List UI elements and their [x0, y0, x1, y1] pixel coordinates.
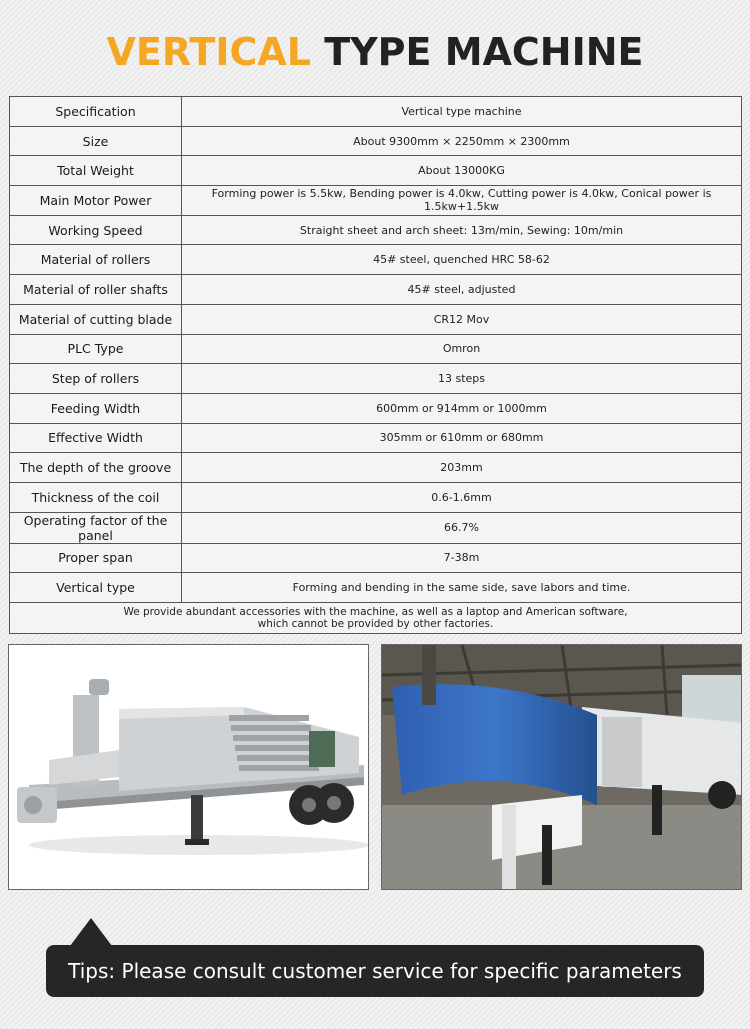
spec-row: [10, 543, 742, 573]
machine-photo-right: [381, 644, 742, 890]
spec-note-cell: [10, 603, 742, 634]
spec-row: [10, 334, 742, 364]
spec-label: Size: [10, 126, 182, 156]
spec-row: [10, 512, 742, 543]
spec-row: [10, 126, 742, 156]
spec-label: Operating factor of the panel: [10, 512, 182, 543]
tips-banner: [46, 945, 704, 997]
spec-value: 7-38m: [182, 543, 742, 573]
spec-note-line1: We provide abundant accessories with the machine, as well as a laptop and American software,: [123, 606, 628, 618]
spec-table: [9, 96, 742, 634]
spec-row: [10, 215, 742, 245]
spec-label: Specification: [10, 97, 182, 127]
spec-row: [10, 573, 742, 603]
spec-row: [10, 364, 742, 394]
page-title: [0, 30, 750, 74]
spec-value: About 9300mm × 2250mm × 2300mm: [182, 126, 742, 156]
tips-text: Tips: Please consult customer service for specific parameters: [68, 959, 682, 983]
tips-pointer: [70, 918, 112, 946]
spec-row: [10, 304, 742, 334]
spec-label: PLC Type: [10, 334, 182, 364]
spec-value: 203mm: [182, 453, 742, 483]
spec-row: [10, 393, 742, 423]
spec-value: Forming power is 5.5kw, Bending power is 4.0kw, Cutting power is 4.0kw, Conical power is 1.5kw+1.5kw: [182, 186, 742, 216]
machine-illustration-left: [9, 645, 369, 890]
spec-label: Total Weight: [10, 156, 182, 186]
spec-label: Effective Width: [10, 423, 182, 453]
spec-value: 45# steel, adjusted: [182, 275, 742, 305]
spec-row: [10, 453, 742, 483]
spec-row: [10, 482, 742, 512]
spec-value: About 13000KG: [182, 156, 742, 186]
spec-value: 66.7%: [182, 512, 742, 543]
spec-row: [10, 245, 742, 275]
spec-label: The depth of the groove: [10, 453, 182, 483]
spec-value: 45# steel, quenched HRC 58-62: [182, 245, 742, 275]
spec-row: [10, 186, 742, 216]
spec-row: [10, 156, 742, 186]
spec-row: [10, 97, 742, 127]
spec-label: Step of rollers: [10, 364, 182, 394]
spec-note-row: [10, 603, 742, 634]
spec-label: Thickness of the coil: [10, 482, 182, 512]
spec-label: Material of roller shafts: [10, 275, 182, 305]
spec-value: Straight sheet and arch sheet: 13m/min, Sewing: 10m/min: [182, 215, 742, 245]
machine-illustration-right: [382, 645, 742, 890]
title-rest: TYPE MACHINE: [324, 30, 644, 74]
spec-label: Vertical type: [10, 573, 182, 603]
spec-value: 305mm or 610mm or 680mm: [182, 423, 742, 453]
spec-value: Vertical type machine: [182, 97, 742, 127]
spec-label: Working Speed: [10, 215, 182, 245]
spec-value: 13 steps: [182, 364, 742, 394]
spec-note-line2: which cannot be provided by other factories.: [257, 618, 494, 630]
spec-value: 0.6-1.6mm: [182, 482, 742, 512]
spec-label: Proper span: [10, 543, 182, 573]
title-accent: VERTICAL: [106, 30, 311, 74]
spec-table-body: [10, 97, 742, 603]
spec-label: Main Motor Power: [10, 186, 182, 216]
spec-row: [10, 275, 742, 305]
spec-value: CR12 Mov: [182, 304, 742, 334]
spec-value: Forming and bending in the same side, save labors and time.: [182, 573, 742, 603]
spec-label: Material of rollers: [10, 245, 182, 275]
spec-value: Omron: [182, 334, 742, 364]
spec-label: Feeding Width: [10, 393, 182, 423]
spec-value: 600mm or 914mm or 1000mm: [182, 393, 742, 423]
spec-row: [10, 423, 742, 453]
spec-label: Material of cutting blade: [10, 304, 182, 334]
machine-photo-left: [8, 644, 369, 890]
